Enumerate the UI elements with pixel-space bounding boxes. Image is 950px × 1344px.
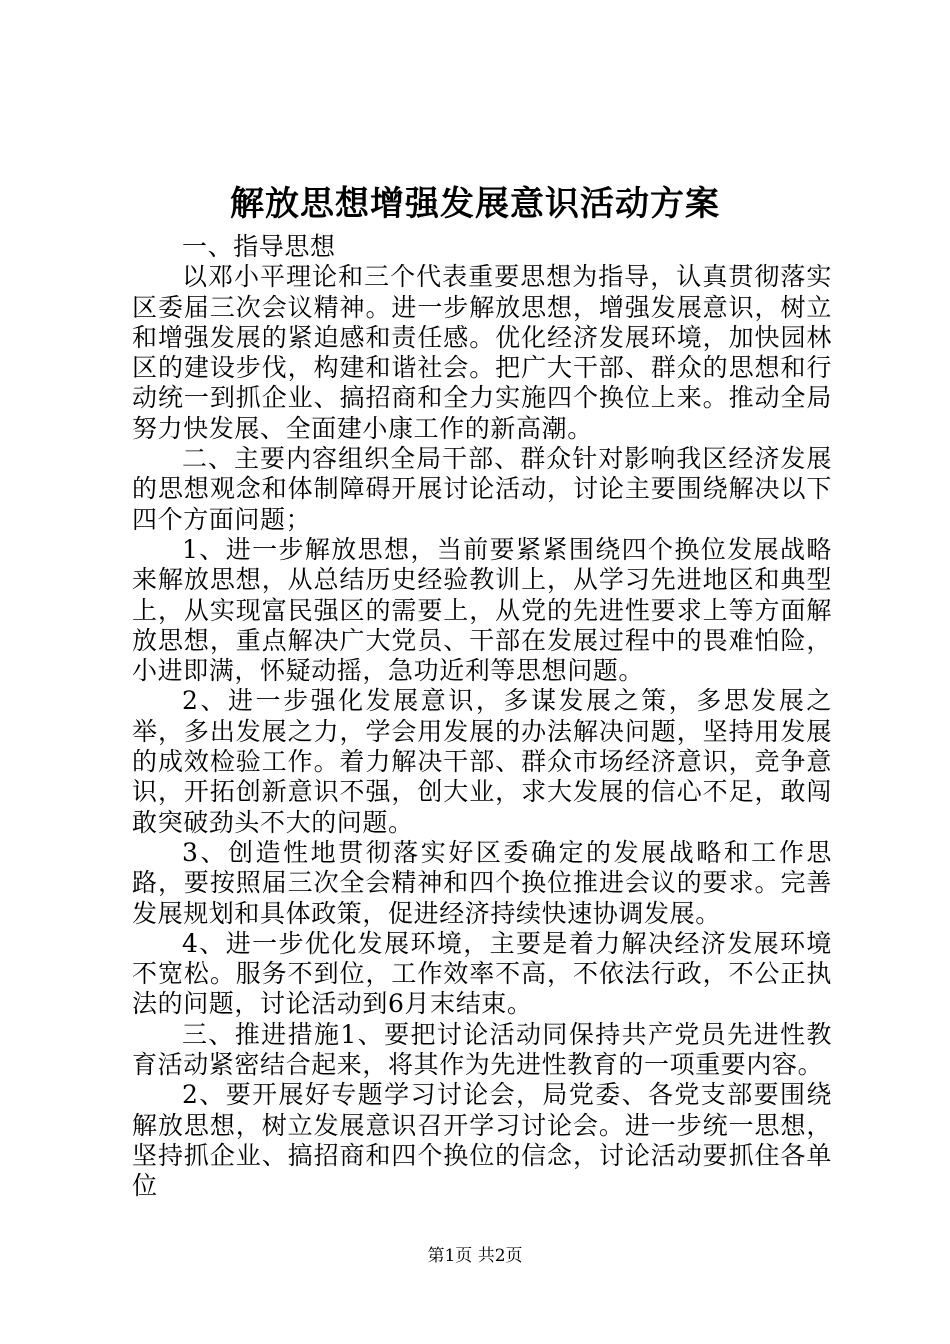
section-heading-guiding-ideology: 一、指导思想 [182, 232, 336, 261]
page-footer: 第1页 共2页 [427, 1246, 523, 1266]
paragraph-main-content: 二、主要内容组织全局干部、群众针对影响我区经济发展的思想观念和体制障碍开展讨论活动，讨论主要围绕解决以下四个方面问题； [132, 444, 832, 534]
document-body [132, 232, 832, 1202]
paragraph-item-3: 3、创造性地贯彻落实好区委确定的发展战略和工作思路，要按照届三次全会精神和四个换位推进会议的要求。完善发展规划和具体政策，促进经济持续快速协调发展。 [132, 837, 832, 928]
paragraph-measures-1: 三、推进措施1、要把讨论活动同保持共产党员先进性教育活动紧密结合起来，将其作为先进性教育的一项重要内容。 [132, 1019, 832, 1080]
paragraph-item-4: 4、进一步优化发展环境，主要是着力解决经济发展环境不宽松。服务不到位，工作效率不高，不依法行政，不公正执法的问题，讨论活动到6月末结束。 [132, 928, 832, 1019]
paragraph-guiding-ideology: 以邓小平理论和三个代表重要思想为指导，认真贯彻落实区委届三次会议精神。进一步解放思想，增强发展意识，树立和增强发展的紧迫感和责任感。优化经济发展环境，加快园林区的建设步伐，构建和谐社会。把广大干部、群众的思想和行动统一到抓企业、搞招商和全力实施四个换位上来。推动全局努力快发展、全面建小康工作的新高潮。 [132, 262, 832, 443]
paragraph-item-1: 1、进一步解放思想，当前要紧紧围绕四个换位发展战略来解放思想，从总结历史经验教训上，从学习先进地区和典型上，从实现富民强区的需要上，从党的先进性要求上等方面解放思想，重点解决广大党员、干部在发展过程中的畏难怕险，小进即满，怀疑动摇，急功近利等思想问题。 [132, 534, 832, 686]
document-title: 解放思想增强发展意识活动方案 [230, 184, 720, 224]
paragraph-item-2: 2、进一步强化发展意识，多谋发展之策，多思发展之举，多出发展之力，学会用发展的办法解决问题，坚持用发展的成效检验工作。着力解决干部、群众市场经济意识，竞争意识，开拓创新意识不强，创大业，求大发展的信心不足，敢闯敢突破劲头不大的问题。 [132, 686, 832, 837]
paragraph-measures-2: 2、要开展好专题学习讨论会，局党委、各党支部要围绕解放思想，树立发展意识召开学习讨论会。进一步统一思想，坚持抓企业、搞招商和四个换位的信念，讨论活动要抓住各单位 [132, 1080, 832, 1201]
